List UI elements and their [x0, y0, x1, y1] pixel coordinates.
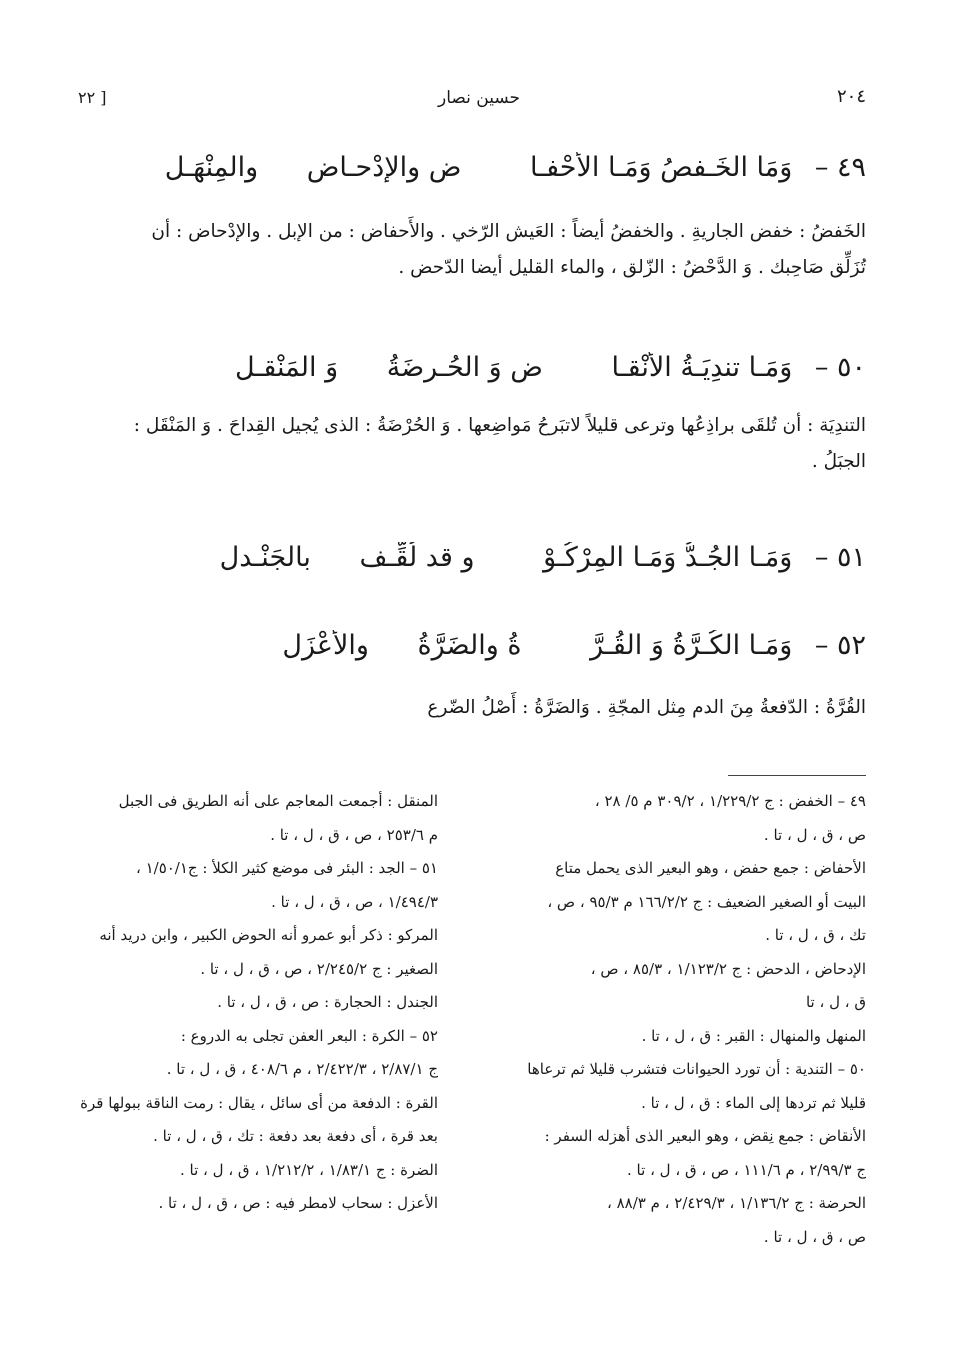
verse-hemistich: وِ قد لُقِّـف: [359, 542, 475, 573]
verse-hemistich: بالجَنْـدل: [219, 542, 311, 573]
footnote-line: م ٢٥٣/٦ ، ص ، ق ، ل ، تا .: [270, 825, 438, 844]
commentary-line: الجبَلُ .: [811, 451, 866, 472]
verse-hemistich: وَمَـا الجُـدُّ وَمَـا المِرْكُـوْ: [543, 542, 793, 573]
footnote-line: الأحفاض : جمع حفض ، وهو البعير الذى يحمل متاع: [555, 859, 866, 877]
footnote-line: المنهل والمنهال : القبر : ق ، ل ، تا .: [641, 1026, 866, 1045]
footnote-line: ص ، ق ، ل ، تا .: [763, 1227, 866, 1246]
footnotes-left-column: [58, 785, 438, 1221]
commentary-49: [82, 214, 866, 286]
footnote-line: ٤٩ – الخفض : ج ١/٢٢٩/٢ ، ٣٠٩/٢ م ٥/ ٢٨ ،: [594, 792, 866, 810]
verse-number: ٥٢ –: [814, 630, 866, 661]
verse-52: [150, 630, 866, 661]
footnote-line: ق ، ل ، تا: [805, 993, 866, 1011]
commentary-line: التندِيَة : أن تُلقَى براذِعُها وترعى قليلاً لاتبَرحُ مَواضِعها . وَ الحُرْضَةُ : الذى يُجيل القِداحَ . وَ المَنْقَل :: [133, 415, 866, 436]
footnote-line: القرة : الدفعة من أى سائل ، يقال : رمت الناقة ببولها قرة: [80, 1093, 438, 1112]
verse-50: [150, 352, 866, 383]
verse-51: [150, 542, 866, 573]
verse-49: [150, 152, 866, 183]
commentary-52: [82, 690, 866, 726]
footnote-line: الجندل : الحجارة : ص ، ق ، ل ، تا .: [217, 993, 438, 1011]
verse-hemistich: والأَعْزَل: [282, 630, 369, 661]
verse-hemistich: ض والإدْحـاض: [306, 152, 462, 183]
verse-hemistich: ةُ والضَرَّةُ: [417, 630, 522, 661]
footnote-line: بعد قرة ، أى دفعة بعد دفعة : تك ، ق ، ل ، تا .: [153, 1127, 438, 1145]
page-number: ٢٠٤: [836, 86, 866, 107]
footnote-line: تك ، ق ، ل ، تا .: [765, 926, 866, 944]
commentary-50: [82, 408, 866, 480]
verse-hemistich: ضِ وَ الحُـرضَةُ: [386, 352, 543, 383]
running-head-author: حسين نصار: [437, 88, 520, 108]
footnote-line: المركو : ذكر أبو عمرو أنه الحوض الكبير ، وابن دريد أنه: [99, 926, 438, 944]
footnotes-right-column: [476, 785, 866, 1254]
verse-number: ٥٠ –: [814, 352, 866, 383]
verse-hemistich: وَ المَنْقـل: [235, 352, 339, 383]
footnote-line: الإدحاض ، الدحض : ج ١/١٢٣/٢ ، ٨٥/٣ ، ص ،: [590, 959, 866, 978]
footnote-line: ٥٠ – التندية : أن تورد الحيوانات فتشرب قليلا ثم ترعاها: [527, 1060, 866, 1078]
footnote-line: الصغير : ج ٢/٢٤٥/٢ ، ص ، ق ، ل ، تا .: [200, 959, 438, 978]
footnote-line: قليلا ثم تردها إلى الماء : ق ، ل ، تا .: [641, 1093, 866, 1112]
verse-hemistich: والمِنْهَـل: [164, 152, 259, 183]
bracket-page-number: [ ٢٢: [78, 88, 107, 107]
verse-hemistich: وَمَا الخَـفصُ وَمَـا الأَحْفـا: [529, 152, 793, 183]
footnote-line: ج ٢/٨٧/١ ، ٢/٤٢٢/٣ ، م ٤٠٨/٦ ، ق ، ل ، تا .: [166, 1060, 438, 1078]
verse-hemistich: وَمَـا تندِيَـةُ الأَنْقـا: [611, 352, 793, 383]
footnote-line: ج ٢/٩٩/٣ ، م ١١١/٦ ، ص ، ق ، ل ، تا .: [627, 1160, 866, 1179]
footnote-line: ص ، ق ، ل ، تا .: [763, 825, 866, 844]
footnote-line: ٥١ – الجد : البئر فى موضع كثير الكلأ : ج١/٥٠/١ ،: [135, 859, 438, 877]
verse-number: ٥١ –: [814, 542, 866, 573]
footnote-line: المنقل : أجمعت المعاجم على أنه الطريق فى الجبل: [118, 792, 438, 810]
footnote-line: الأعزل : سحاب لامطر فيه : ص ، ق ، ل ، تا .: [158, 1194, 438, 1212]
commentary-line: تُزَلِّق صَاحِبك . وَ الدَّحْضُ : الزّلق ، والماء القليل أيضا الدّحض .: [398, 257, 866, 278]
footnote-line: ٥٢ – الكرة : البعر العفن تجلى به الدروع :: [180, 1026, 438, 1045]
commentary-line: القُرَّةُ : الدّفعةُ مِنَ الدم مِثل المجّةِ . وَالضَرَّةُ : أَصْلُ الضّرع: [427, 697, 866, 718]
footnote-line: البيت أو الصغير الضعيف : ج ١٦٦/٢/٢ م ٩٥/٣ ، ص ،: [547, 892, 866, 911]
commentary-line: الخَفضُ : خفض الجاريةِ . والخفضُ أيضاً : العَيش الرّخي . والأَحفاض : من الإبل . والإدْحاض : أن: [151, 221, 866, 242]
footnote-line: ١/٤٩٤/٣ ، ص ، ق ، ل ، تا .: [271, 892, 438, 911]
verse-hemistich: وَمَـا الكُـرَّةُ وَ القُـرَّ: [590, 630, 793, 661]
verse-number: ٤٩ –: [814, 152, 866, 183]
footnote-divider: [728, 775, 866, 776]
footnote-line: الأنقاض : جمع نِقض ، وهو البعير الذى أهزله السفر :: [544, 1127, 866, 1145]
footnote-line: الحرضة : ج ١/١٣٦/٢ ، ٢/٤٢٩/٣ ، م ٨٨/٣ ،: [607, 1194, 866, 1212]
footnote-line: الضرة : ج ١/٨٣/١ ، ١/٢١٢/٢ ، ق ، ل ، تا .: [180, 1160, 438, 1179]
